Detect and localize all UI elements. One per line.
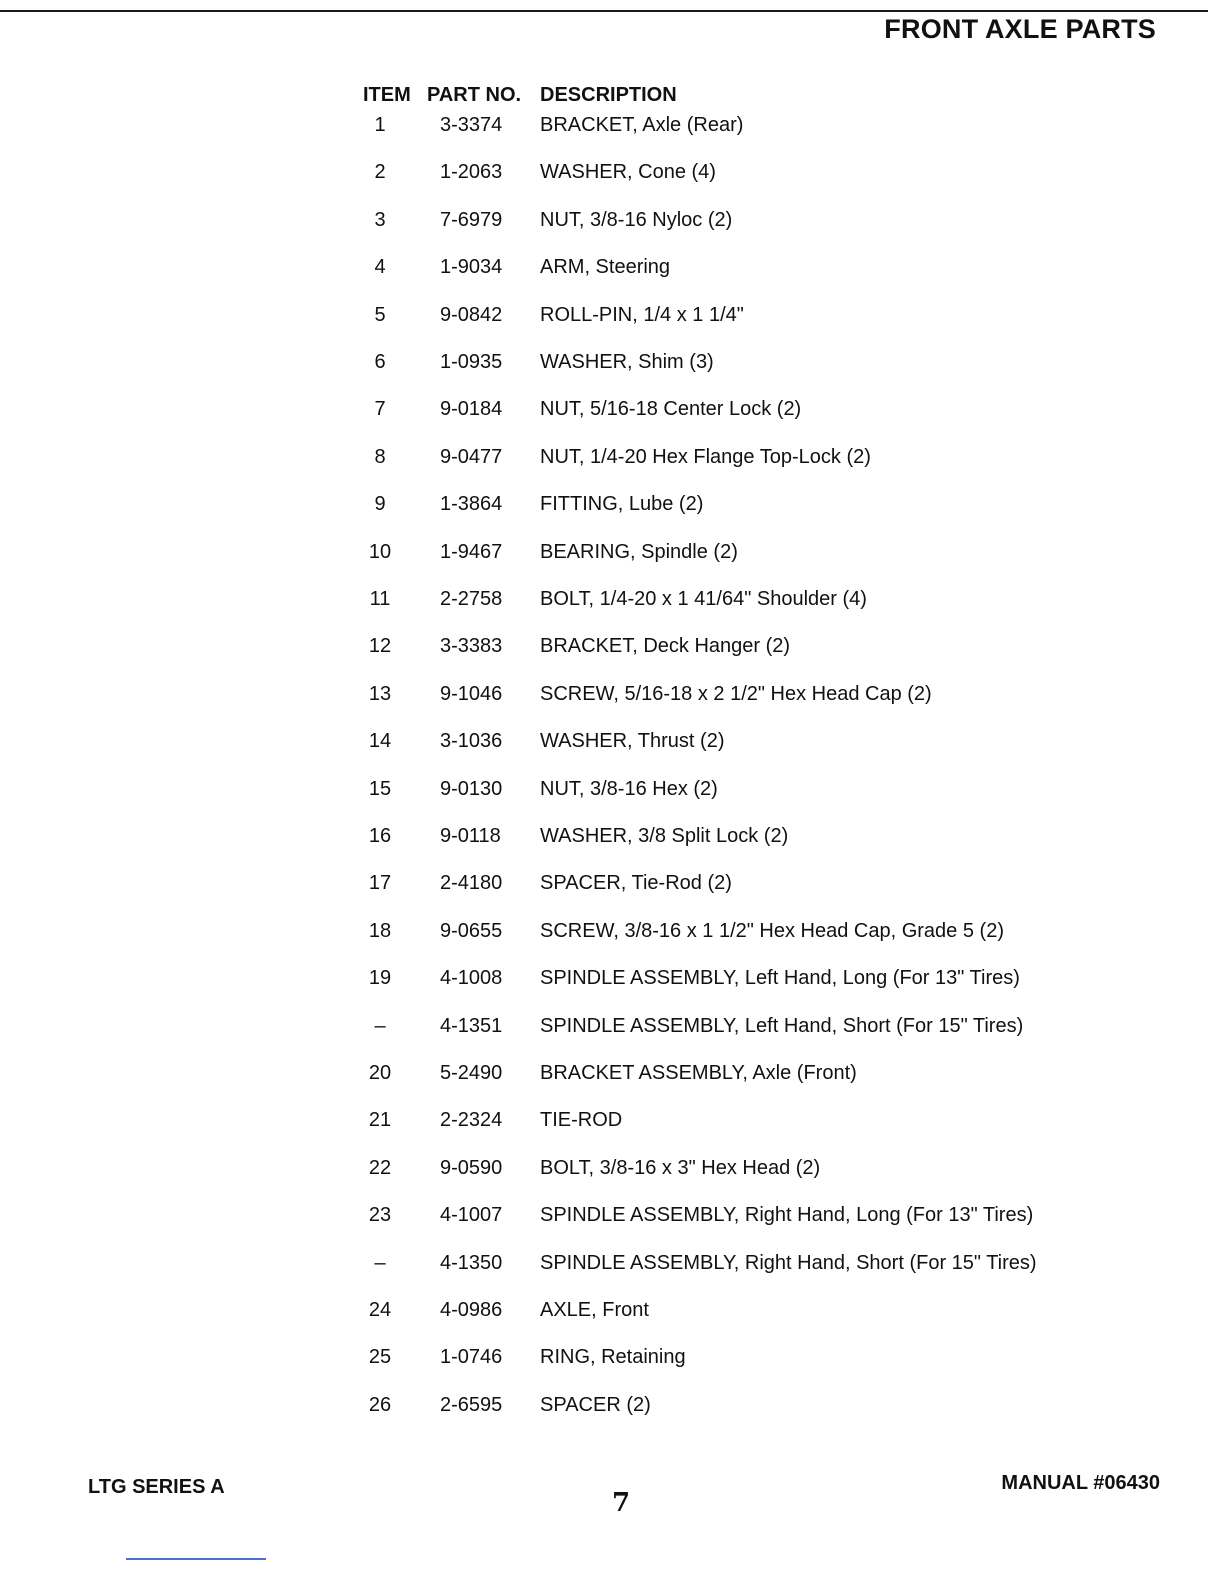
table-row (0, 1299, 1224, 1327)
item-number: 23 (368, 1204, 392, 1226)
part-number: 3-1036 (440, 730, 503, 752)
table-row (0, 1157, 1224, 1185)
part-description: WASHER, 3/8 Split Lock (2) (540, 825, 789, 847)
item-number: 14 (368, 730, 392, 752)
item-number: 10 (368, 541, 392, 563)
table-row (0, 1252, 1224, 1280)
part-description: BRACKET, Axle (Rear) (540, 114, 744, 136)
table-row (0, 114, 1224, 142)
item-number: 19 (368, 967, 392, 989)
part-description: NUT, 1/4-20 Hex Flange Top-Lock (2) (540, 446, 871, 468)
part-number: 1-0935 (440, 351, 503, 373)
item-number: 7 (374, 398, 386, 420)
part-number: 3-3374 (440, 114, 503, 136)
part-description: RING, Retaining (540, 1346, 686, 1368)
table-row (0, 1062, 1224, 1090)
part-number: 1-0746 (440, 1346, 503, 1368)
table-row (0, 446, 1224, 474)
part-description: ARM, Steering (540, 256, 671, 278)
item-number: – (374, 1015, 386, 1037)
part-description: ROLL-PIN, 1/4 x 1 1/4" (540, 304, 744, 326)
table-row (0, 351, 1224, 379)
part-number: 1-2063 (440, 161, 503, 183)
part-number: 4-1007 (440, 1204, 503, 1226)
table-row (0, 1015, 1224, 1043)
part-description: BOLT, 1/4-20 x 1 41/64" Shoulder (4) (540, 588, 867, 610)
table-row (0, 493, 1224, 521)
item-number: 15 (368, 778, 392, 800)
table-row (0, 588, 1224, 616)
part-number: 7-6979 (440, 209, 503, 231)
part-description: FITTING, Lube (2) (540, 493, 704, 515)
part-description: AXLE, Front (540, 1299, 649, 1321)
part-description: WASHER, Cone (4) (540, 161, 716, 183)
item-number: – (374, 1252, 386, 1274)
item-number: 4 (374, 256, 386, 278)
table-row (0, 920, 1224, 948)
item-number: 25 (368, 1346, 392, 1368)
footer-manual-number: MANUAL #06430 (1001, 1472, 1160, 1494)
part-description: SCREW, 5/16-18 x 2 1/2" Hex Head Cap (2) (540, 683, 932, 705)
item-number: 9 (374, 493, 386, 515)
table-row (0, 541, 1224, 569)
item-number: 6 (374, 351, 386, 373)
item-number: 18 (368, 920, 392, 942)
part-number: 9-0118 (440, 825, 501, 847)
item-number: 11 (369, 588, 391, 610)
part-number: 2-6595 (440, 1394, 503, 1416)
table-row (0, 1204, 1224, 1232)
column-header-item: ITEM (363, 84, 411, 106)
item-number: 22 (368, 1157, 392, 1179)
part-number: 9-0477 (440, 446, 503, 468)
part-description: NUT, 3/8-16 Hex (2) (540, 778, 718, 800)
part-number: 4-1008 (440, 967, 503, 989)
part-description: TIE-ROD (540, 1109, 623, 1131)
table-row (0, 778, 1224, 806)
table-row (0, 730, 1224, 758)
item-number: 2 (374, 161, 386, 183)
part-description: BEARING, Spindle (2) (540, 541, 738, 563)
part-number: 4-1351 (440, 1015, 503, 1037)
item-number: 21 (368, 1109, 392, 1131)
table-row (0, 635, 1224, 663)
footer-series: LTG SERIES A (88, 1476, 225, 1498)
table-row (0, 1346, 1224, 1374)
item-number: 13 (368, 683, 392, 705)
item-number: 24 (368, 1299, 392, 1321)
part-number: 1-9467 (440, 541, 503, 563)
part-description: SPACER (2) (540, 1394, 651, 1416)
item-number: 1 (374, 114, 386, 136)
part-number: 9-0842 (440, 304, 503, 326)
part-number: 5-2490 (440, 1062, 503, 1084)
part-description: BRACKET ASSEMBLY, Axle (Front) (540, 1062, 857, 1084)
page-title: FRONT AXLE PARTS (884, 14, 1156, 44)
item-number: 20 (368, 1062, 392, 1084)
part-number: 3-3383 (440, 635, 503, 657)
part-description: BOLT, 3/8-16 x 3" Hex Head (2) (540, 1157, 821, 1179)
part-description: SPINDLE ASSEMBLY, Left Hand, Short (For 15" Tires) (540, 1015, 1024, 1037)
table-row (0, 398, 1224, 426)
part-number: 4-0986 (440, 1299, 503, 1321)
item-number: 12 (368, 635, 392, 657)
part-number: 9-0590 (440, 1157, 503, 1179)
part-description: WASHER, Thrust (2) (540, 730, 725, 752)
item-number: 16 (368, 825, 392, 847)
part-number: 9-1046 (440, 683, 503, 705)
part-description: NUT, 5/16-18 Center Lock (2) (540, 398, 802, 420)
part-description: SPINDLE ASSEMBLY, Right Hand, Short (For 15" Tires) (540, 1252, 1037, 1274)
table-row (0, 161, 1224, 189)
part-description: NUT, 3/8-16 Nyloc (2) (540, 209, 733, 231)
part-description: SPINDLE ASSEMBLY, Right Hand, Long (For 13" Tires) (540, 1204, 1034, 1226)
part-description: BRACKET, Deck Hanger (2) (540, 635, 791, 657)
part-number: 9-0655 (440, 920, 503, 942)
part-number: 1-3864 (440, 493, 503, 515)
table-row (0, 1394, 1224, 1422)
part-description: SCREW, 3/8-16 x 1 1/2" Hex Head Cap, Grade 5 (2) (540, 920, 1004, 942)
part-number: 2-4180 (440, 872, 503, 894)
part-number: 1-9034 (440, 256, 503, 278)
item-number: 8 (374, 446, 386, 468)
table-row (0, 872, 1224, 900)
table-row (0, 1109, 1224, 1137)
item-number: 3 (374, 209, 386, 231)
part-number: 2-2758 (440, 588, 503, 610)
column-header-description: DESCRIPTION (540, 84, 677, 106)
part-description: SPACER, Tie-Rod (2) (540, 872, 732, 894)
part-number: 9-0184 (440, 398, 503, 420)
blue-underline (126, 1558, 266, 1560)
table-row (0, 683, 1224, 711)
item-number: 26 (368, 1394, 392, 1416)
item-number: 17 (368, 872, 392, 894)
part-description: SPINDLE ASSEMBLY, Left Hand, Long (For 13" Tires) (540, 967, 1020, 989)
part-number: 2-2324 (440, 1109, 503, 1131)
part-description: WASHER, Shim (3) (540, 351, 714, 373)
table-row (0, 256, 1224, 284)
table-row (0, 209, 1224, 237)
part-number: 4-1350 (440, 1252, 503, 1274)
column-header-part-no: PART NO. (427, 84, 522, 106)
page-number: 7 (612, 1488, 631, 1518)
part-number: 9-0130 (440, 778, 503, 800)
item-number: 5 (374, 304, 386, 326)
table-row (0, 825, 1224, 853)
table-row (0, 304, 1224, 332)
table-row (0, 967, 1224, 995)
